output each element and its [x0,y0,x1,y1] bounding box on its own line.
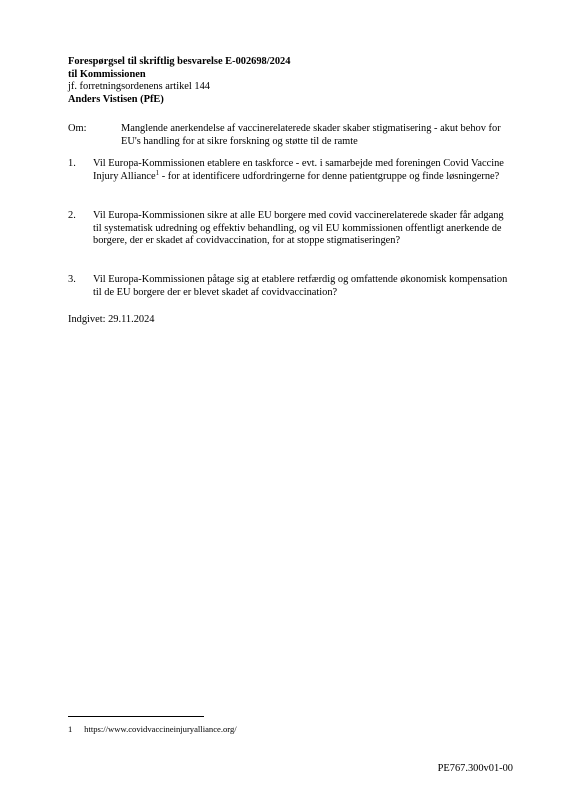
question-item [68,158,513,183]
question-text: Vil Europa-Kommissionen sikre at alle EU borgere med covid vaccinerelaterede skader får adgang til systematisk udredning og effektiv behandling, og vil EU kommissionen offentligt anerkende de borgere, der er skadet af covidvaccination, for at stoppe stigmatiseringen? [93,210,504,247]
question-text [93,158,513,183]
question-title: Forespørgsel til skriftlig besvarelse E-002698/2024 [68,56,291,67]
question-item [68,210,513,248]
question-number: 1. [68,158,76,169]
subject-text: Manglende anerkendelse af vaccinerelaterede skader skaber stigmatisering - akut behov for EU's handling for at sikre forskning og støtte til de ramte [121,123,501,147]
question-header [68,56,290,106]
footnote-number: 1 [68,724,73,734]
question-text-part: Vil Europa-Kommissionen etablere en taskforce - evt. i samarbejde med foreningen Covid Vaccine Injury Alliance [93,158,504,182]
submission-date: Indgivet: 29.11.2024 [68,314,155,325]
question-number: 2. [68,210,76,221]
footnote-link[interactable]: https://www.covidvaccineinjuryalliance.org/ [84,724,237,734]
rule-reference: jf. forretningsordenens artikel 144 [68,81,210,93]
footnote [68,724,237,734]
subject-label: Om: [68,123,87,134]
document-reference: PE767.300v01-00 [437,763,513,774]
question-number: 3. [68,274,76,285]
footnote-divider [68,716,204,717]
addressee: til Kommissionen [68,68,146,80]
footnote-reference: 1 [155,168,160,177]
subject-block [68,123,508,148]
question-text-part: - for at identificere udfordringerne for denne patientgruppe og finde løsningerne? [159,170,500,182]
question-text: Vil Europa-Kommissionen påtage sig at etablere retfærdig og omfattende økonomisk kompensation til de EU borgere der er blevet skadet af covidvaccination? [93,274,508,298]
question-item [68,274,513,299]
author: Anders Vistisen (PfE) [68,93,164,105]
